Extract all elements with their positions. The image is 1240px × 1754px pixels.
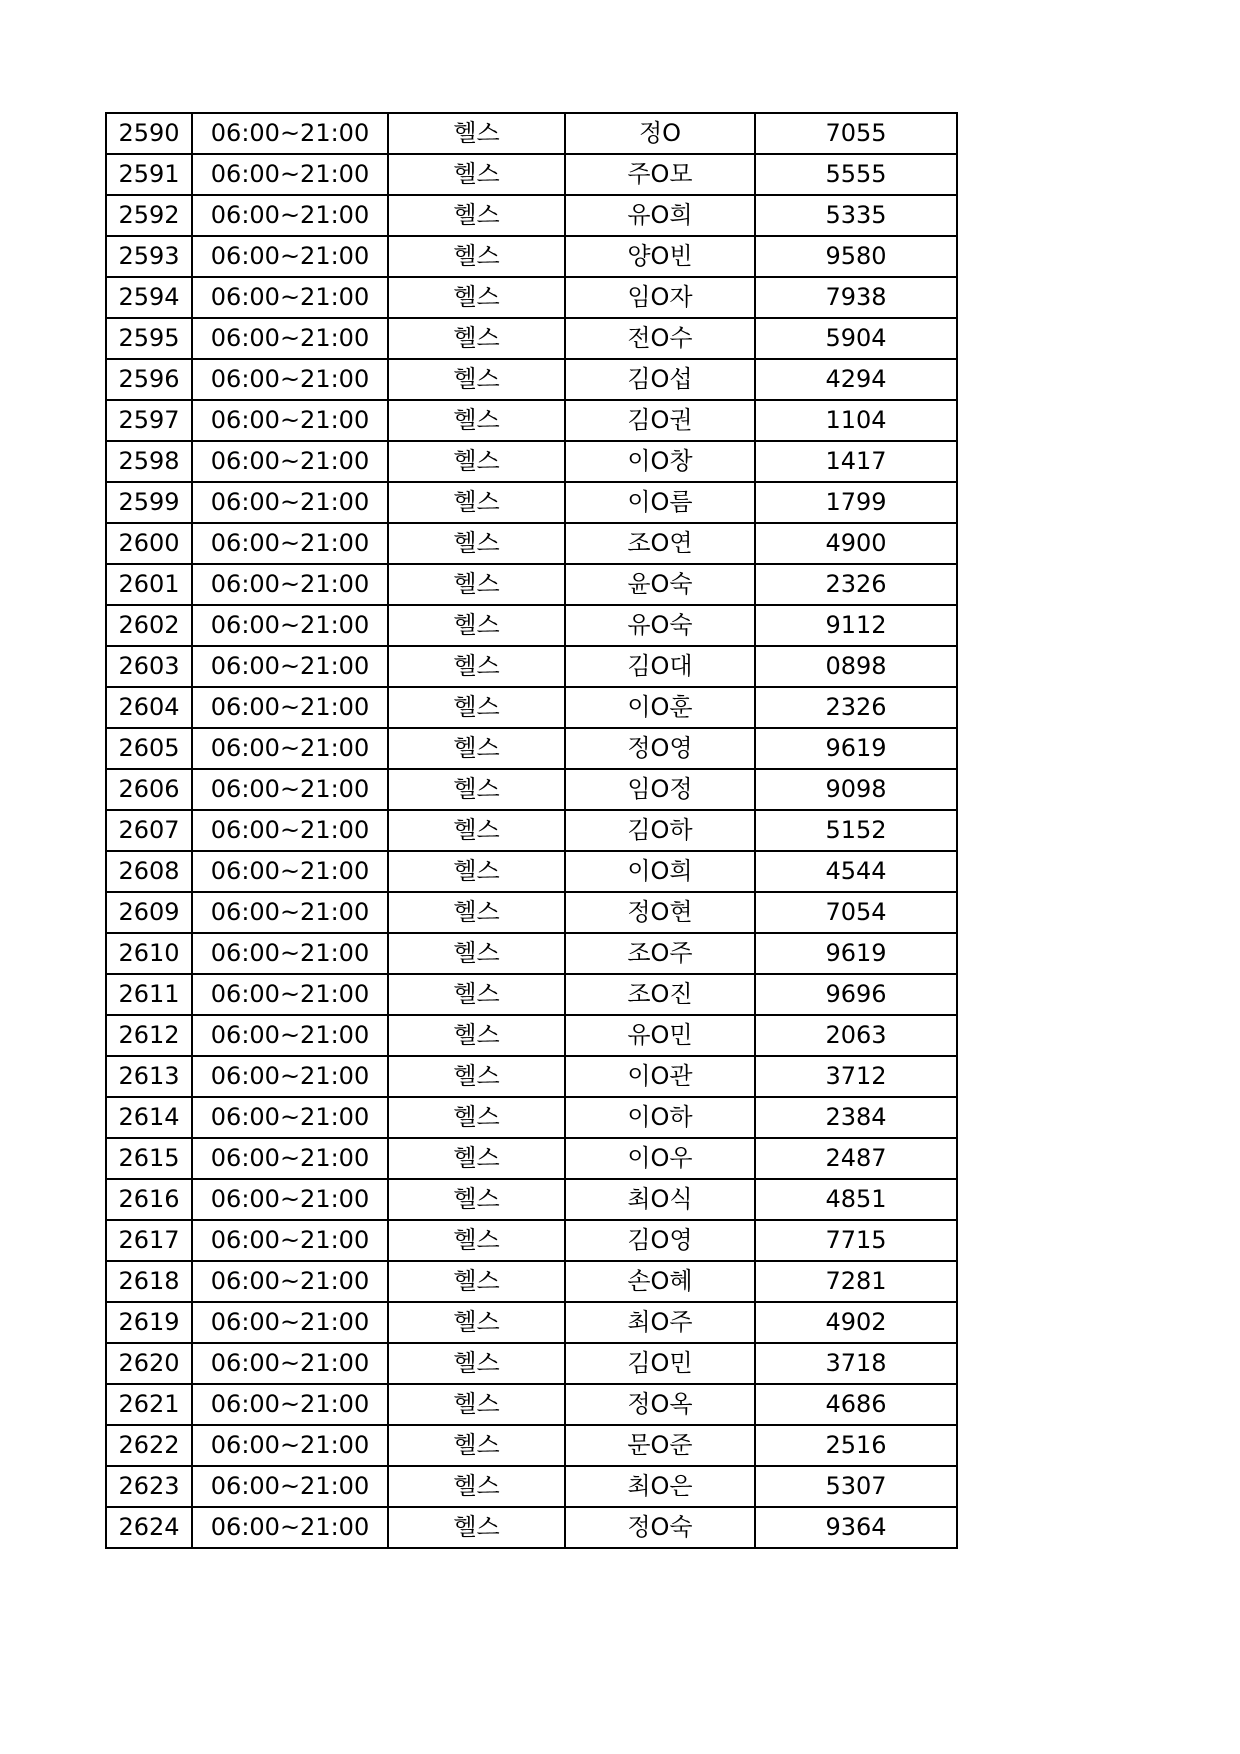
member-name-cell: 이O창 [565,441,755,482]
member-name-cell: 임O자 [565,277,755,318]
member-code-cell: 4902 [755,1302,957,1343]
member-code-cell: 5152 [755,810,957,851]
member-number-cell: 2616 [106,1179,192,1220]
member-code-cell: 9112 [755,605,957,646]
table-row [106,564,957,605]
hours-cell: 06:00~21:00 [192,113,388,154]
member-name-cell: 주O모 [565,154,755,195]
member-number-cell: 2611 [106,974,192,1015]
member-name-cell: 김O영 [565,1220,755,1261]
member-name-cell: 윤O숙 [565,564,755,605]
table-row [106,1261,957,1302]
table-row [106,769,957,810]
member-code-cell: 4686 [755,1384,957,1425]
member-code-cell: 7281 [755,1261,957,1302]
hours-cell: 06:00~21:00 [192,1507,388,1548]
hours-cell: 06:00~21:00 [192,195,388,236]
member-name-cell: 이O관 [565,1056,755,1097]
table-row [106,1302,957,1343]
member-code-cell: 9619 [755,933,957,974]
member-number-cell: 2608 [106,851,192,892]
program-cell: 헬스 [388,1425,565,1466]
member-code-cell: 9580 [755,236,957,277]
member-code-cell: 5904 [755,318,957,359]
hours-cell: 06:00~21:00 [192,1384,388,1425]
member-code-cell: 7055 [755,113,957,154]
member-name-cell: 전O수 [565,318,755,359]
member-number-cell: 2605 [106,728,192,769]
hours-cell: 06:00~21:00 [192,933,388,974]
table-row [106,974,957,1015]
hours-cell: 06:00~21:00 [192,359,388,400]
table-row [106,1138,957,1179]
member-code-cell: 0898 [755,646,957,687]
table-row [106,1179,957,1220]
program-cell: 헬스 [388,1097,565,1138]
program-cell: 헬스 [388,441,565,482]
member-code-cell: 2516 [755,1425,957,1466]
hours-cell: 06:00~21:00 [192,810,388,851]
table-row [106,933,957,974]
member-name-cell: 김O대 [565,646,755,687]
program-cell: 헬스 [388,1384,565,1425]
program-cell: 헬스 [388,482,565,523]
member-number-cell: 2599 [106,482,192,523]
member-number-cell: 2597 [106,400,192,441]
program-cell: 헬스 [388,154,565,195]
member-number-cell: 2617 [106,1220,192,1261]
member-code-cell: 5307 [755,1466,957,1507]
member-name-cell: 이O우 [565,1138,755,1179]
member-number-cell: 2620 [106,1343,192,1384]
program-cell: 헬스 [388,1138,565,1179]
table-row [106,1343,957,1384]
program-cell: 헬스 [388,605,565,646]
member-code-cell: 9619 [755,728,957,769]
member-name-cell: 김O민 [565,1343,755,1384]
member-table [105,112,958,1549]
member-code-cell: 4294 [755,359,957,400]
program-cell: 헬스 [388,974,565,1015]
program-cell: 헬스 [388,810,565,851]
table-row [106,728,957,769]
table-row [106,1384,957,1425]
program-cell: 헬스 [388,851,565,892]
member-code-cell: 3718 [755,1343,957,1384]
member-number-cell: 2614 [106,1097,192,1138]
member-name-cell: 양O빈 [565,236,755,277]
member-name-cell: 손O혜 [565,1261,755,1302]
table-row [106,277,957,318]
program-cell: 헬스 [388,1179,565,1220]
member-name-cell: 임O정 [565,769,755,810]
member-name-cell: 조O진 [565,974,755,1015]
member-name-cell: 이O희 [565,851,755,892]
member-code-cell: 2326 [755,687,957,728]
program-cell: 헬스 [388,769,565,810]
table-row [106,400,957,441]
program-cell: 헬스 [388,277,565,318]
hours-cell: 06:00~21:00 [192,1179,388,1220]
hours-cell: 06:00~21:00 [192,769,388,810]
member-code-cell: 4544 [755,851,957,892]
member-name-cell: 유O숙 [565,605,755,646]
member-name-cell: 문O준 [565,1425,755,1466]
hours-cell: 06:00~21:00 [192,851,388,892]
hours-cell: 06:00~21:00 [192,154,388,195]
table-row [106,851,957,892]
member-name-cell: 최O은 [565,1466,755,1507]
member-number-cell: 2615 [106,1138,192,1179]
table-row [106,1097,957,1138]
table-row [106,154,957,195]
table-row [106,236,957,277]
hours-cell: 06:00~21:00 [192,1138,388,1179]
hours-cell: 06:00~21:00 [192,1097,388,1138]
member-number-cell: 2603 [106,646,192,687]
table-row [106,1425,957,1466]
member-name-cell: 정O숙 [565,1507,755,1548]
member-number-cell: 2604 [106,687,192,728]
member-name-cell: 유O민 [565,1015,755,1056]
member-code-cell: 7938 [755,277,957,318]
member-number-cell: 2598 [106,441,192,482]
member-name-cell: 김O섭 [565,359,755,400]
hours-cell: 06:00~21:00 [192,482,388,523]
program-cell: 헬스 [388,318,565,359]
hours-cell: 06:00~21:00 [192,277,388,318]
hours-cell: 06:00~21:00 [192,1302,388,1343]
member-code-cell: 1104 [755,400,957,441]
hours-cell: 06:00~21:00 [192,523,388,564]
member-name-cell: 이O하 [565,1097,755,1138]
table-row [106,605,957,646]
member-code-cell: 4900 [755,523,957,564]
member-code-cell: 1417 [755,441,957,482]
member-number-cell: 2621 [106,1384,192,1425]
program-cell: 헬스 [388,113,565,154]
table-row [106,113,957,154]
hours-cell: 06:00~21:00 [192,1261,388,1302]
member-code-cell: 7715 [755,1220,957,1261]
table-row [106,810,957,851]
hours-cell: 06:00~21:00 [192,1056,388,1097]
program-cell: 헬스 [388,523,565,564]
program-cell: 헬스 [388,195,565,236]
member-code-cell: 4851 [755,1179,957,1220]
member-code-cell: 7054 [755,892,957,933]
hours-cell: 06:00~21:00 [192,646,388,687]
member-number-cell: 2624 [106,1507,192,1548]
member-number-cell: 2600 [106,523,192,564]
program-cell: 헬스 [388,1056,565,1097]
hours-cell: 06:00~21:00 [192,1466,388,1507]
hours-cell: 06:00~21:00 [192,1425,388,1466]
member-name-cell: 이O름 [565,482,755,523]
member-code-cell: 9364 [755,1507,957,1548]
member-code-cell: 9098 [755,769,957,810]
hours-cell: 06:00~21:00 [192,1220,388,1261]
hours-cell: 06:00~21:00 [192,564,388,605]
hours-cell: 06:00~21:00 [192,400,388,441]
member-number-cell: 2609 [106,892,192,933]
program-cell: 헬스 [388,933,565,974]
member-number-cell: 2601 [106,564,192,605]
program-cell: 헬스 [388,1302,565,1343]
member-code-cell: 1799 [755,482,957,523]
program-cell: 헬스 [388,1220,565,1261]
member-code-cell: 3712 [755,1056,957,1097]
program-cell: 헬스 [388,1466,565,1507]
member-code-cell: 2063 [755,1015,957,1056]
program-cell: 헬스 [388,359,565,400]
hours-cell: 06:00~21:00 [192,236,388,277]
program-cell: 헬스 [388,1261,565,1302]
program-cell: 헬스 [388,728,565,769]
member-number-cell: 2623 [106,1466,192,1507]
table-row [106,359,957,400]
member-name-cell: 최O식 [565,1179,755,1220]
member-name-cell: 김O하 [565,810,755,851]
member-code-cell: 2384 [755,1097,957,1138]
member-number-cell: 2618 [106,1261,192,1302]
member-number-cell: 2602 [106,605,192,646]
table-row [106,1220,957,1261]
table-row [106,523,957,564]
hours-cell: 06:00~21:00 [192,728,388,769]
member-number-cell: 2622 [106,1425,192,1466]
program-cell: 헬스 [388,646,565,687]
member-name-cell: 최O주 [565,1302,755,1343]
table-row [106,1015,957,1056]
program-cell: 헬스 [388,892,565,933]
program-cell: 헬스 [388,1015,565,1056]
hours-cell: 06:00~21:00 [192,892,388,933]
member-number-cell: 2619 [106,1302,192,1343]
member-number-cell: 2612 [106,1015,192,1056]
member-name-cell: 정O옥 [565,1384,755,1425]
hours-cell: 06:00~21:00 [192,441,388,482]
member-number-cell: 2591 [106,154,192,195]
table-row [106,1466,957,1507]
member-number-cell: 2596 [106,359,192,400]
hours-cell: 06:00~21:00 [192,1343,388,1384]
program-cell: 헬스 [388,400,565,441]
member-name-cell: 조O연 [565,523,755,564]
hours-cell: 06:00~21:00 [192,318,388,359]
table-row [106,687,957,728]
member-code-cell: 5555 [755,154,957,195]
member-number-cell: 2606 [106,769,192,810]
member-code-cell: 5335 [755,195,957,236]
program-cell: 헬스 [388,236,565,277]
member-number-cell: 2610 [106,933,192,974]
member-number-cell: 2607 [106,810,192,851]
member-name-cell: 정O현 [565,892,755,933]
member-number-cell: 2613 [106,1056,192,1097]
member-name-cell: 이O훈 [565,687,755,728]
member-name-cell: 정O영 [565,728,755,769]
member-name-cell: 정O [565,113,755,154]
member-number-cell: 2594 [106,277,192,318]
program-cell: 헬스 [388,1343,565,1384]
member-code-cell: 2326 [755,564,957,605]
member-name-cell: 유O희 [565,195,755,236]
hours-cell: 06:00~21:00 [192,605,388,646]
table-row [106,1507,957,1548]
member-code-cell: 9696 [755,974,957,1015]
program-cell: 헬스 [388,564,565,605]
member-name-cell: 조O주 [565,933,755,974]
hours-cell: 06:00~21:00 [192,1015,388,1056]
table-row [106,318,957,359]
table-row [106,482,957,523]
program-cell: 헬스 [388,1507,565,1548]
table-row [106,646,957,687]
table-row [106,892,957,933]
member-number-cell: 2592 [106,195,192,236]
member-code-cell: 2487 [755,1138,957,1179]
table-row [106,1056,957,1097]
hours-cell: 06:00~21:00 [192,974,388,1015]
program-cell: 헬스 [388,687,565,728]
table-row [106,195,957,236]
member-number-cell: 2590 [106,113,192,154]
member-name-cell: 김O권 [565,400,755,441]
table-row [106,441,957,482]
member-table-body [106,113,957,1548]
hours-cell: 06:00~21:00 [192,687,388,728]
member-number-cell: 2595 [106,318,192,359]
member-number-cell: 2593 [106,236,192,277]
